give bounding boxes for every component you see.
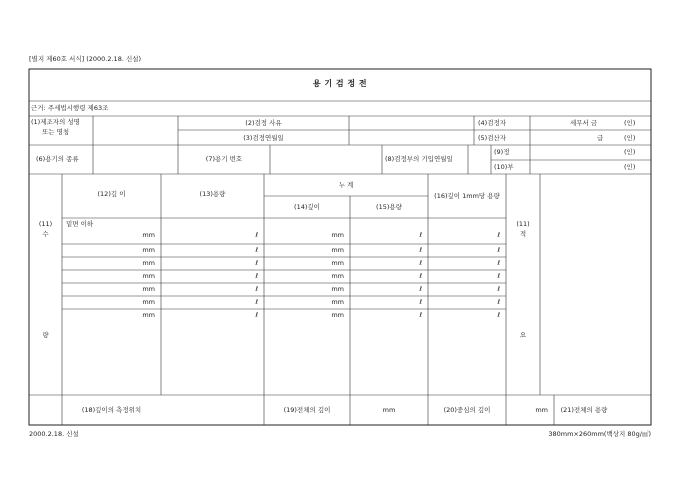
unit-liter: ℓ [255, 272, 258, 280]
center-depth-label: (20)중심의 깊이 [443, 406, 491, 414]
unit-liter: ℓ [497, 285, 500, 293]
page-title: 용 기 검 정 전 [312, 79, 368, 88]
unit-liter: ℓ [255, 311, 258, 319]
grade-label: 급 [597, 134, 604, 142]
unit-mm: mm [331, 231, 344, 239]
unit-mm: mm [331, 311, 344, 319]
col-header-cum-depth: (14)깊이 [294, 203, 320, 211]
total-depth-label: (19)전체의 깊이 [283, 406, 331, 414]
col-header-volume-per-mm: (16)깊이 1mm당 용량 [434, 192, 500, 200]
unit-mm: mm [142, 246, 155, 254]
col-header-depth: (12)깊 이 [97, 190, 126, 198]
left-side-char: 수 [42, 230, 49, 238]
unit-mm: mm [142, 259, 155, 267]
left-side-char: 량 [42, 331, 49, 339]
right-side-number: (11) [516, 220, 530, 228]
unit-liter: ℓ [419, 231, 422, 239]
unit-liter: ℓ [497, 272, 500, 280]
col-header-cumulative: 누 계 [338, 181, 354, 189]
unit-mm: mm [142, 298, 155, 306]
unit-liter: ℓ [419, 311, 422, 319]
unit-liter: ℓ [419, 298, 422, 306]
right-side-char: 적 [519, 230, 527, 238]
legal-basis: 근거: 주세법시행령 제63조 [31, 104, 109, 112]
unit-liter: ℓ [497, 231, 500, 239]
container-type-label: (6)용기의 종류 [36, 155, 79, 163]
seal-mark: (인) [624, 163, 636, 171]
unit-liter: ℓ [255, 298, 258, 306]
form-header: [별지 제60호 서식] (2000.2.18. 신설) [29, 55, 142, 63]
duplicate-label: (10)부 [494, 163, 514, 171]
unit-liter: ℓ [497, 311, 500, 319]
seal-mark: (인) [624, 119, 636, 127]
unit-mm: mm [142, 272, 155, 280]
inspection-reason-label: (2)검정 사유 [245, 119, 282, 127]
unit-liter: ℓ [497, 298, 500, 306]
col-header-cum-volume: (15)용량 [376, 203, 402, 211]
unit-mm: mm [382, 406, 396, 414]
manufacturer-label-2: 또는 명칭 [42, 128, 70, 136]
unit-liter: ℓ [255, 231, 258, 239]
manufacturer-label: (1)제조자의 성명 [31, 118, 80, 126]
footer-paper-size: 380mm×260mm(백상지 80g/㎡) [548, 430, 651, 438]
inspector-label: (4)검정자 [478, 119, 507, 127]
unit-liter: ℓ [497, 246, 500, 254]
unit-mm: mm [331, 285, 344, 293]
unit-liter: ℓ [255, 259, 258, 267]
unit-mm: mm [331, 259, 344, 267]
unit-mm: mm [142, 285, 155, 293]
unit-liter: ℓ [419, 259, 422, 267]
ledger-date-label: (8)검정부의 기입연월일 [385, 155, 453, 163]
unit-mm: mm [331, 272, 344, 280]
unit-liter: ℓ [419, 285, 422, 293]
unit-mm: mm [142, 231, 155, 239]
original-label: (9)정 [494, 148, 510, 156]
col-header-volume: (13)용량 [199, 190, 226, 198]
measurement-position-label: (18)깊이의 측정위치 [81, 406, 142, 414]
right-side-char: 요 [519, 331, 527, 339]
total-volume-label: (21)전체의 용량 [560, 406, 608, 414]
bottom-depth-text: 밑면 이하 [66, 220, 94, 228]
unit-mm: mm [331, 246, 344, 254]
unit-mm: mm [535, 406, 548, 414]
unit-mm: mm [142, 311, 155, 319]
reviewer-label: (5)검산자 [478, 134, 507, 142]
footer-date: 2000.2.18. 신설 [29, 430, 79, 438]
seal-mark: (인) [624, 148, 636, 156]
unit-liter: ℓ [419, 272, 422, 280]
unit-liter: ℓ [419, 246, 422, 254]
left-side-number: (11) [38, 220, 53, 228]
unit-liter: ℓ [497, 259, 500, 267]
seal-mark: (인) [624, 134, 636, 142]
unit-liter: ℓ [255, 285, 258, 293]
inspection-date-label: (3)검정연월일 [243, 134, 284, 142]
tax-office-label: 세무서 금 [570, 119, 598, 127]
container-number-label: (7)용기 번호 [205, 155, 243, 163]
unit-liter: ℓ [255, 246, 258, 254]
unit-mm: mm [331, 298, 344, 306]
